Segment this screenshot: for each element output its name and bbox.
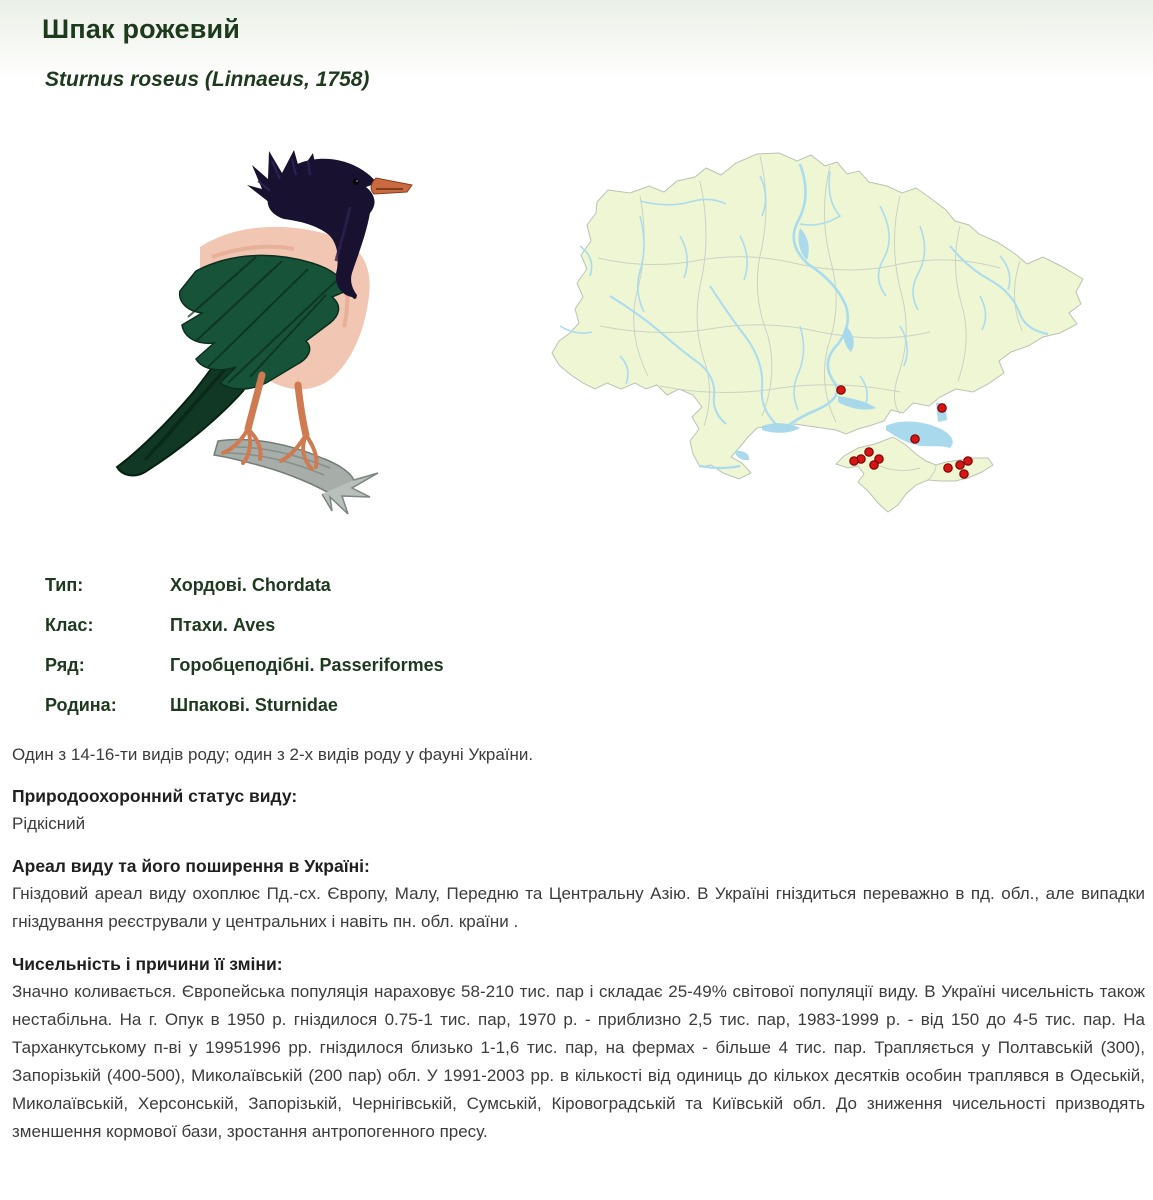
map-crimea (836, 437, 993, 512)
taxonomy-row-family (45, 685, 1153, 725)
bird-beak (371, 178, 412, 194)
taxonomy-value: Птахи. Aves (170, 615, 276, 635)
taxonomy-row-class (45, 605, 1153, 645)
species-latin-name: Sturnus roseus (Linnaeus, 1758) (45, 68, 370, 91)
distribution-dot (911, 435, 919, 443)
section-numbers-body: Значно коливається. Європейська популяція нараховує 58-210 тис. пар і складає 25-49% світової популяції виду. В Україні чисельність також нестабільна. На г. Опук в 1950 р. гніздилося 0.75-1 тис. пар, 1970 р. - приблизно 2,5 тис. пар, 1983-1999 р. - від 150 до 4-5 тис. пар. На Тарханкутському п-ві у 19951996 рр. гніздилося близько 1-1,6 тис. пар, на фермах - більше 4 тис. пар. Трапляється у Полтавській (300), Запорізькій (400-500), Миколаївській (200 пар) обл. У 1991-2003 рр. в кількості від одиниць до кількох десятків особин траплявся в Одеській, Миколаївській, Херсонській, Запорізькій, Чернігівській, Сумській, Кіровоградській та Київській обл. До зниження чисельності призводять зменшення кормової бази, зростання антропогенного пресу. (12, 982, 1145, 1141)
taxonomy-row-type (45, 565, 1153, 605)
distribution-dot (938, 404, 946, 412)
distribution-dot (944, 464, 952, 472)
distribution-dot (956, 461, 964, 469)
taxonomy-label: Ряд: (45, 655, 85, 675)
distribution-dot (870, 461, 878, 469)
taxonomy-label: Клас: (45, 615, 94, 635)
section-range (0, 855, 1153, 936)
distribution-dot (964, 457, 972, 465)
distribution-dot (960, 470, 968, 478)
section-range-body: Гніздовий ареал виду охоплює Пд.-сх. Європу, Малу, Передню та Центральну Азію. В Україні гніздиться переважно в пд. обл., але випадки гніздування реєстрували у центральних і навіть пн. обл. країни . (12, 884, 1145, 931)
section-status-heading: Природоохоронний статус виду: (12, 786, 298, 806)
taxonomy-table (45, 565, 1153, 725)
section-range-heading: Ареал виду та його поширення в Україні: (12, 856, 370, 876)
bird-eye (353, 179, 359, 185)
taxonomy-label: Тип: (45, 575, 84, 595)
section-status-body: Рідкісний (12, 814, 86, 833)
section-numbers-heading: Чисельність і причини її зміни: (12, 954, 283, 974)
taxonomy-row-order (45, 645, 1153, 685)
distribution-map (545, 141, 1120, 541)
header (0, 0, 1153, 93)
page-title: Шпак рожевий (42, 14, 241, 44)
taxonomy-value: Шпакові. Sturnidae (170, 695, 338, 715)
branch (214, 440, 354, 497)
map-mainland (552, 153, 1083, 479)
section-numbers (0, 953, 1153, 1146)
intro-paragraph: Один з 14-16-ти видів роду; один з 2-х видів роду у фауні України. (12, 745, 534, 764)
bird-illustration (100, 145, 450, 525)
taxonomy-value: Горобцеподібні. Passeriformes (170, 655, 444, 675)
figures-row (0, 93, 1153, 563)
distribution-dot (850, 457, 858, 465)
distribution-dot (837, 386, 845, 394)
section-status (0, 785, 1153, 838)
taxonomy-label: Родина: (45, 695, 117, 715)
distribution-dot (865, 448, 873, 456)
taxonomy-value: Хордові. Chordata (170, 575, 331, 595)
